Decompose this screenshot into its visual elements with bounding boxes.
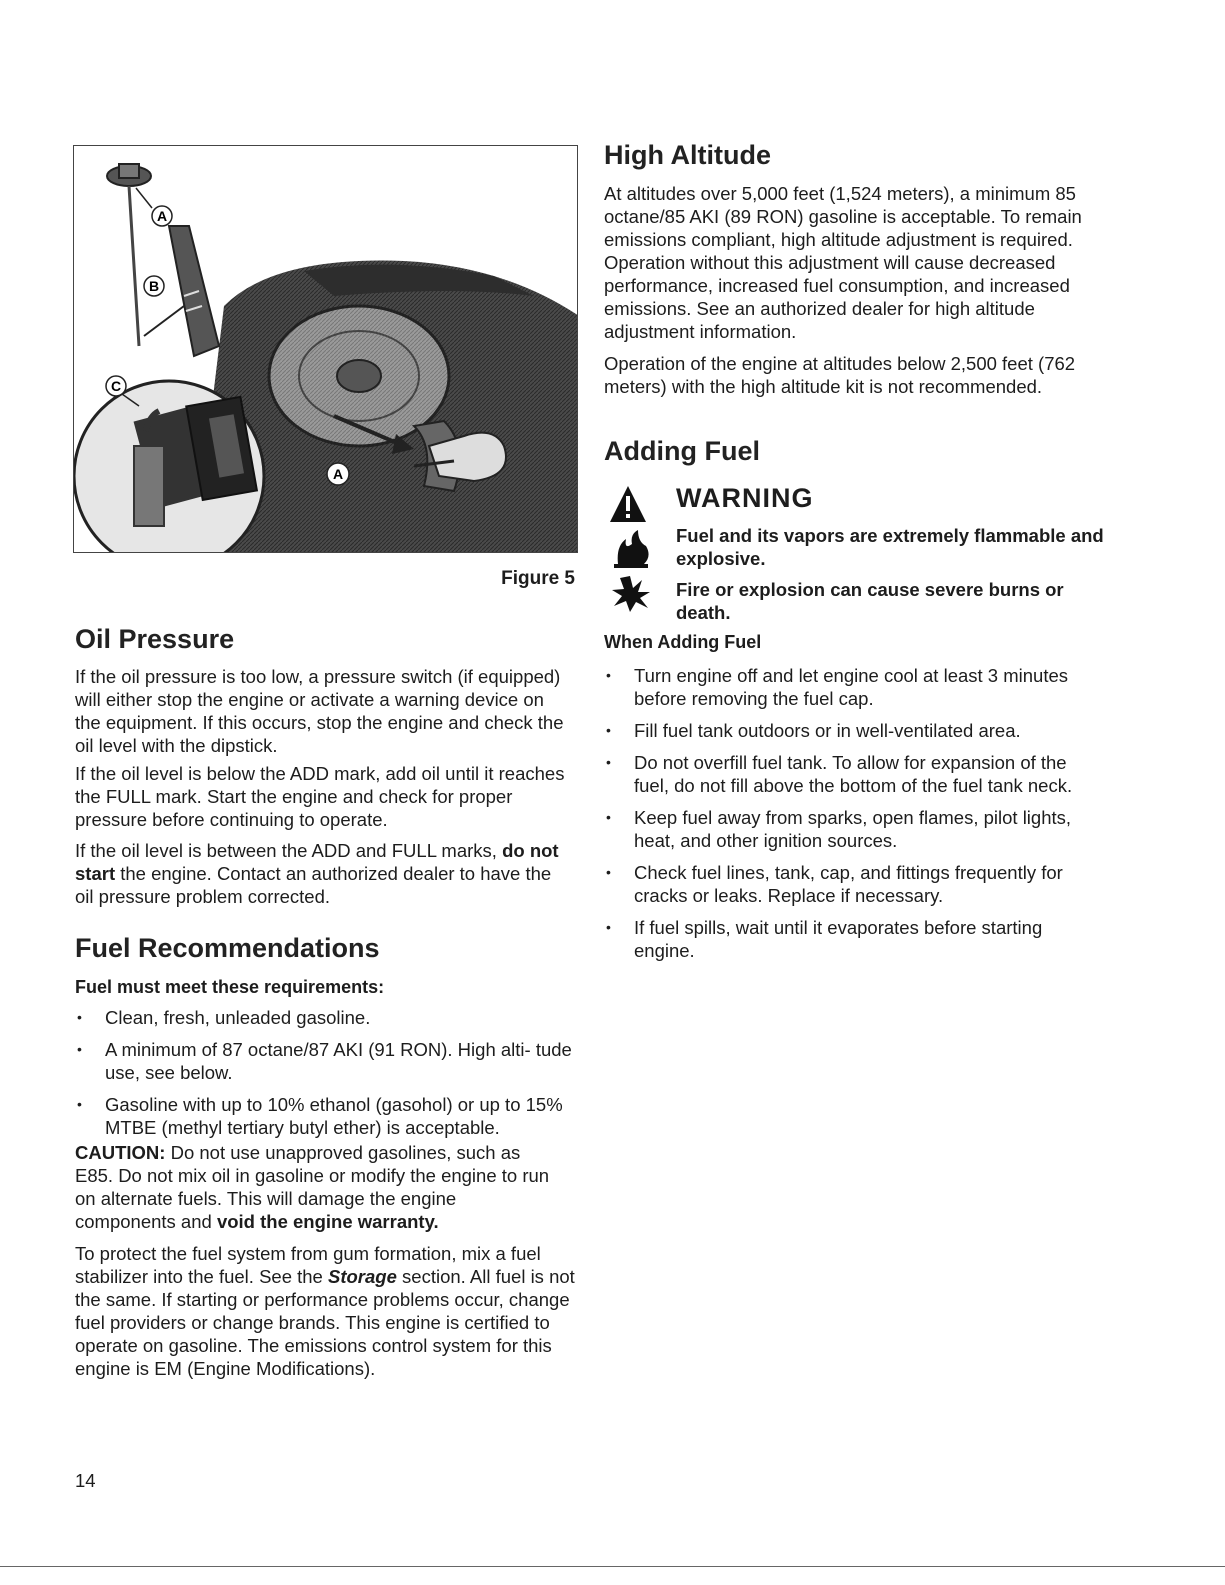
callout-b [144,276,164,296]
explosion-icon [612,576,650,612]
fire-icon [614,530,649,568]
list-item: • Gasoline with up to 10% ethanol (gasohol) or up to 15% MTBE (methyl tertiary butyl ether) is acceptable. [75,1093,575,1139]
fuel-requirements-subheading: Fuel must meet these requirements: [75,977,385,997]
svg-text:C: C [110,378,122,394]
void-warranty-emphasis: void the engine warranty. [216,1211,439,1232]
when-adding-fuel-subheading: When Adding Fuel [604,632,762,652]
list-item: • Turn engine off and let engine cool at least 3 minutes before removing the fuel cap. [604,664,1074,710]
figure-5-illustration [73,145,578,553]
warning-icons [608,484,656,614]
adding-fuel-list [604,664,1074,971]
warning-title: WARNING [676,483,814,513]
adding-fuel-heading: Adding Fuel [604,436,760,466]
figure-caption: Figure 5 [501,568,575,589]
callout-c [106,376,126,396]
warning-burns-text: Fire or explosion can cause severe burns or death. [676,579,1064,623]
bottom-rule [0,1566,1225,1567]
do-not-start-emphasis: do not start [75,840,559,884]
high-altitude-heading: High Altitude [604,140,771,170]
caution-paragraph: CAUTION: Do not use unapproved gasolines, such as E85. Do not mix oil in gasoline or modify the engine to run on alternate fuels. This will damage the engine components and void the engine warranty. [75,1142,550,1232]
callout-a-top [152,206,172,226]
svg-text:A: A [156,208,168,224]
svg-text:B: B [148,278,160,294]
list-item: • Fill fuel tank outdoors or in well-ventilated area. [604,719,1074,742]
list-item: • Clean, fresh, unleaded gasoline. [75,1006,575,1029]
list-item: • If fuel spills, wait until it evaporates before starting engine. [604,916,1074,962]
engine-dipstick-illustration [74,146,578,553]
warning-triangle-icon [610,486,646,522]
storage-section-reference: Storage [328,1266,397,1287]
high-altitude-paragraph-2: Operation of the engine at altitudes below 2,500 feet (762 meters) with the high altitude kit is not recommended. [604,353,1076,397]
oil-pressure-heading: Oil Pressure [75,624,235,654]
oil-pressure-paragraph-1: If the oil pressure is too low, a pressure switch (if equipped) will either stop the engine or activate a warning device on the equipment. If this occurs, stop the engine and check the oil level with the dipstick. [75,666,564,756]
list-item: • A minimum of 87 octane/87 AKI (91 RON). High alti- tude use, see below. [75,1038,575,1084]
oil-pressure-paragraph-2: If the oil level is below the ADD mark, add oil until it reaches the FULL mark. Start the engine and check for proper pressure before continuing to operate. [75,763,565,830]
list-item: • Check fuel lines, tank, cap, and fittings frequently for cracks or leaks. Replace if necessary. [604,861,1074,907]
fuel-requirements-list [75,1006,575,1148]
list-item: • Keep fuel away from sparks, open flames, pilot lights, heat, and other ignition sources. [604,806,1074,852]
fuel-recommendations-heading: Fuel Recommendations [75,933,380,963]
callout-a-inset [327,463,349,485]
list-item: • Do not overfill fuel tank. To allow for expansion of the fuel, do not fill above the bottom of the fuel tank neck. [604,751,1074,797]
high-altitude-paragraph-1: At altitudes over 5,000 feet (1,524 meters), a minimum 85 octane/85 AKI (89 RON) gasoline is acceptable. To remain emissions compliant, high altitude adjustment is required. Operation without this adjustment will cause decreased performance, increased fuel consumption, and increased emissions. See an authorized dealer for high altitude adjustment information. [604,183,1082,342]
svg-text:A: A [332,466,344,482]
fuel-storage-paragraph: To protect the fuel system from gum formation, mix a fuel stabilizer into the fuel. See the Storage section. All fuel is not the same. If starting or performance problems occur, change fuel providers or change brands. This engine is certified to operate on gasoline. The emissions control system for this engine is EM (Engine Modifications). [75,1243,575,1379]
caution-label: CAUTION: [75,1142,166,1163]
page-number: 14 [75,1470,96,1491]
oil-pressure-paragraph-3: If the oil level is between the ADD and FULL marks, do not start the engine. Contact an authorized dealer to have the oil pressure problem corrected. [75,840,559,907]
warning-flammable-text: Fuel and its vapors are extremely flammable and explosive. [676,525,1104,569]
